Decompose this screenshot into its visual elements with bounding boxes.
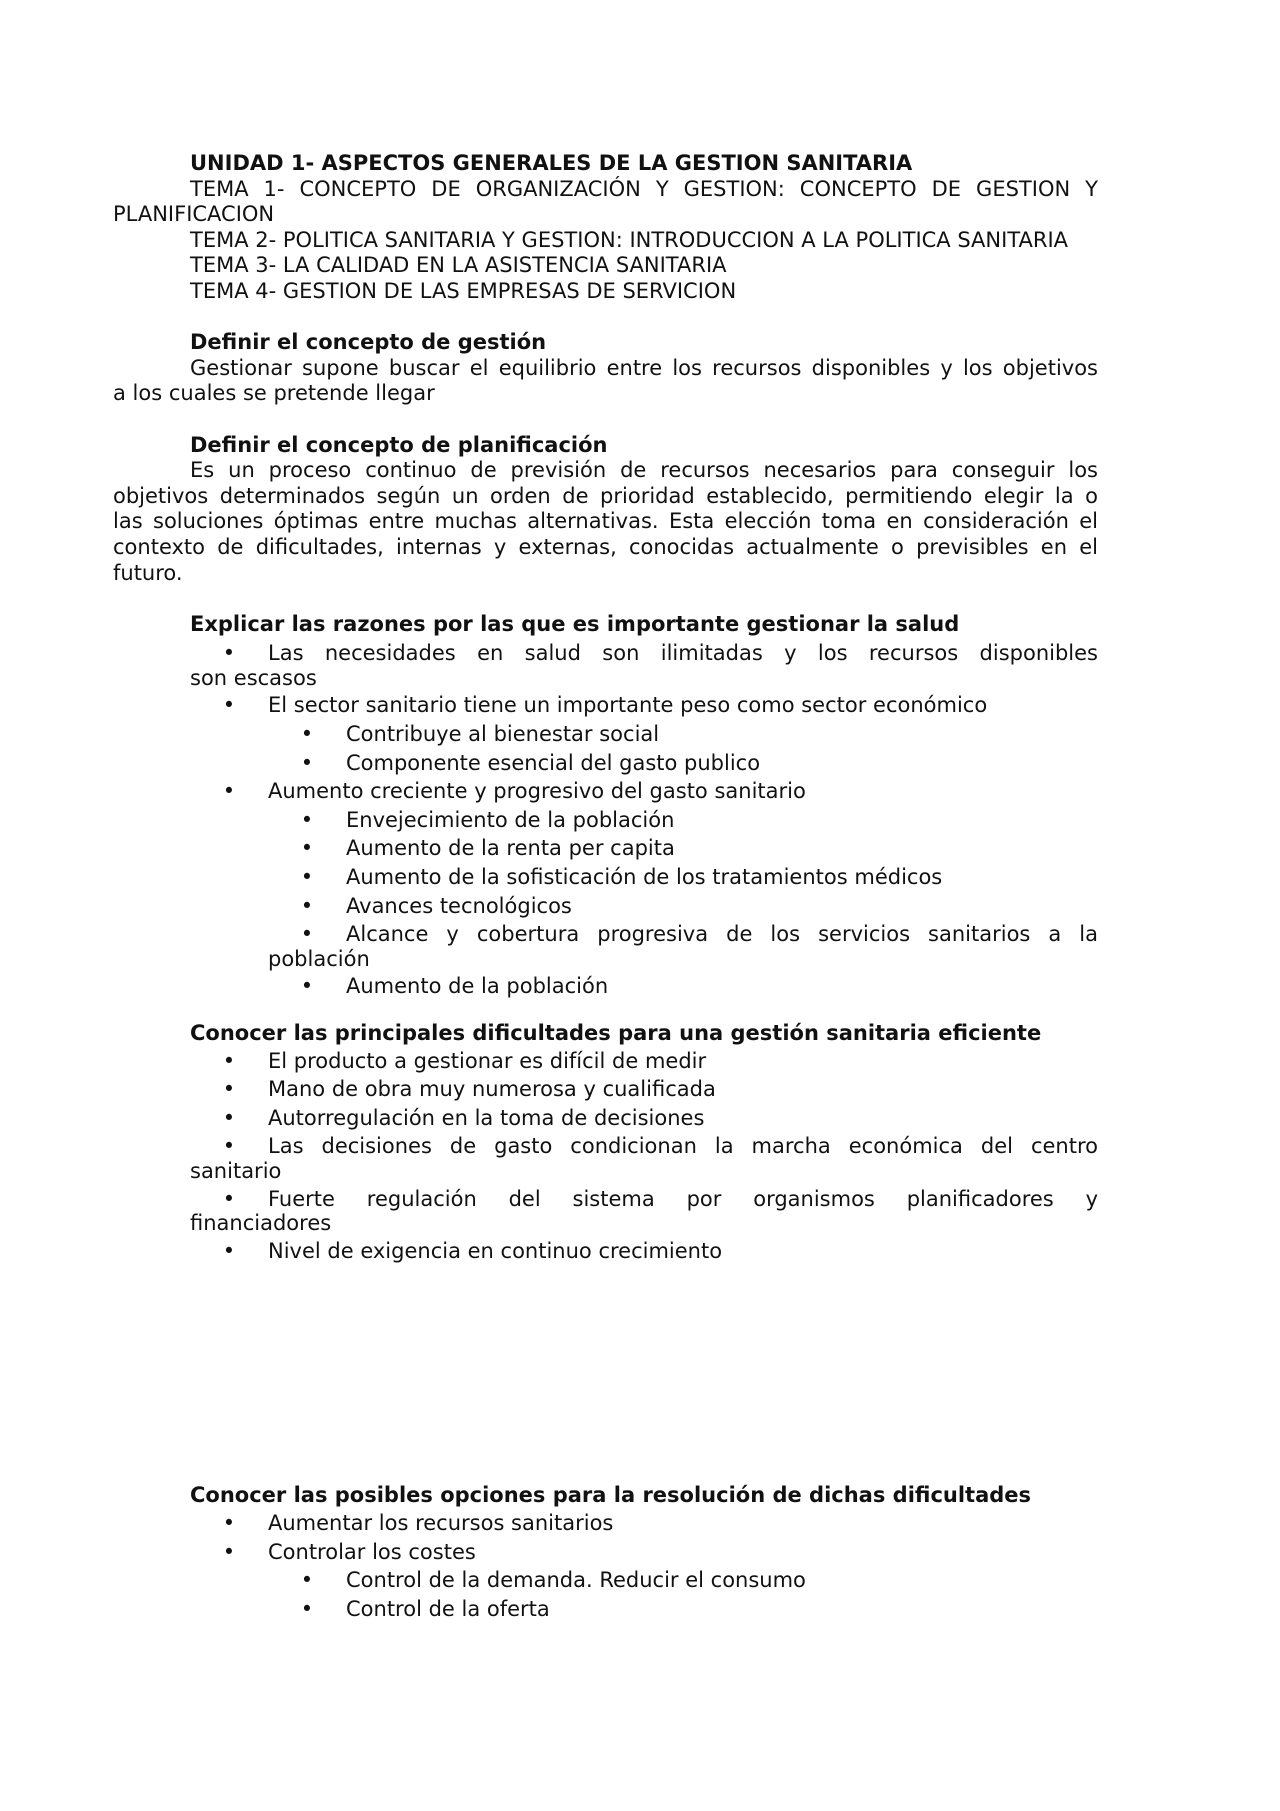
bullet-icon: • [222, 779, 236, 804]
list-item-text: Aumento de la sofisticación de los tratamientos médicos [346, 865, 943, 890]
list-item [113, 1509, 1098, 1538]
sub-list-item [113, 806, 1098, 835]
spacer [113, 586, 1098, 612]
list-item-text: Alcance y cobertura progresiva de los servicios sanitarios a la [346, 922, 1098, 947]
list-item-text: Las necesidades en salud son ilimitadas y los recursos disponibles [268, 641, 1098, 666]
list-item-text: Control de la demanda. Reducir el consumo [346, 1568, 806, 1593]
spacer [113, 1001, 1098, 1021]
bullet-icon: • [222, 1186, 236, 1211]
list-item-text: Nivel de exigencia en continuo crecimiento [268, 1238, 723, 1263]
list-item-text: Aumentar los recursos sanitarios [268, 1510, 614, 1535]
spacer [113, 407, 1098, 433]
list-item-text: Las decisiones de gasto condicionan la marcha económica del centro [268, 1134, 1098, 1159]
sub-list-item [113, 920, 1098, 949]
dificultades-heading: Conocer las principales dificultades para una gestión sanitaria eficiente [190, 1021, 1042, 1045]
list-item-text: Controlar los costes [268, 1539, 476, 1564]
bullet-icon: • [300, 893, 314, 918]
planificacion-heading: Definir el concepto de planificación [190, 432, 608, 457]
bullet-icon: • [300, 922, 314, 947]
bullet-icon: • [222, 1539, 236, 1564]
list-item-continuation: población [268, 946, 370, 971]
bullet-icon: • [300, 1568, 314, 1593]
planificacion-line-5: futuro. [113, 560, 183, 585]
document-page [113, 151, 1098, 1623]
bullet-icon: • [300, 750, 314, 775]
list-item-text: Componente esencial del gasto publico [346, 750, 761, 775]
planificacion-line-3: las soluciones óptimas entre muchas alternativas. Esta elección toma en consideración el [113, 509, 1098, 534]
list-item [113, 1538, 1098, 1567]
list-item [113, 1132, 1098, 1161]
gestion-line-1: Gestionar supone buscar el equilibrio entre los recursos disponibles y los objetivos [190, 355, 1098, 380]
bullet-icon: • [300, 722, 314, 747]
bullet-icon: • [222, 1134, 236, 1159]
bullet-icon: • [300, 974, 314, 999]
list-item [113, 639, 1098, 668]
gestion-heading: Definir el concepto de gestión [190, 330, 547, 355]
bullet-icon: • [300, 1596, 314, 1621]
planificacion-line-4: contexto de dificultades, internas y externas, conocidas actualmente o previsibles en el [113, 534, 1098, 559]
sub-list-item [113, 863, 1098, 892]
bullet-icon: • [222, 1238, 236, 1263]
list-item-text: Aumento de la renta per capita [346, 836, 675, 861]
list-item-text: Aumento de la población [346, 974, 609, 999]
list-item [113, 777, 1098, 806]
gestion-line-2: a los cuales se pretende llegar [113, 381, 435, 406]
sub-list-item [113, 1595, 1098, 1624]
list-item-text: Contribuye al bienestar social [346, 722, 660, 747]
list-item-text: Envejecimiento de la población [346, 807, 675, 832]
list-item-text: El producto a gestionar es difícil de medir [268, 1048, 707, 1073]
sub-list-item [113, 972, 1098, 1001]
sub-list-item [113, 1566, 1098, 1595]
tema-4-line: TEMA 4- GESTION DE LAS EMPRESAS DE SERVICION [190, 278, 737, 303]
list-item [113, 1104, 1098, 1133]
unit-title: UNIDAD 1- ASPECTOS GENERALES DE LA GESTION SANITARIA [190, 151, 913, 175]
tema-3-line: TEMA 3- LA CALIDAD EN LA ASISTENCIA SANITARIA [190, 253, 727, 278]
tema-2-line: TEMA 2- POLITICA SANITARIA Y GESTION: INTRODUCCION A LA POLITICA SANITARIA [190, 227, 1069, 252]
bullet-icon: • [300, 865, 314, 890]
list-item [113, 1047, 1098, 1076]
list-item [113, 1237, 1098, 1266]
spacer [113, 1265, 1098, 1483]
list-item [113, 1075, 1098, 1104]
spacer [113, 305, 1098, 331]
sub-list-item [113, 834, 1098, 863]
list-item-text: El sector sanitario tiene un importante peso como sector económico [268, 693, 988, 718]
bullet-icon: • [222, 693, 236, 718]
bullet-icon: • [300, 836, 314, 861]
razones-heading: Explicar las razones por las que es importante gestionar la salud [190, 611, 960, 636]
bullet-icon: • [222, 1510, 236, 1535]
bullet-icon: • [300, 807, 314, 832]
list-item-continuation: financiadores [190, 1211, 332, 1236]
bullet-icon: • [222, 1048, 236, 1073]
list-item-text: Mano de obra muy numerosa y cualificada [268, 1077, 716, 1102]
bullet-icon: • [222, 1105, 236, 1130]
list-item-continuation: sanitario [190, 1158, 282, 1183]
tema-1-continuation: PLANIFICACION [113, 202, 275, 227]
bullet-icon: • [222, 1077, 236, 1102]
list-item-text: Control de la oferta [346, 1596, 550, 1621]
bullet-icon: • [222, 641, 236, 666]
planificacion-line-1: Es un proceso continuo de previsión de recursos necesarios para conseguir los [190, 458, 1098, 483]
list-item-text: Fuerte regulación del sistema por organismos planificadores y [268, 1186, 1098, 1211]
list-item-text: Autorregulación en la toma de decisiones [268, 1105, 705, 1130]
list-item-continuation: son escasos [190, 665, 317, 690]
planificacion-line-2: objetivos determinados según un orden de prioridad establecido, permitiendo elegir la o [113, 483, 1098, 508]
list-item [113, 1185, 1098, 1214]
opciones-heading: Conocer las posibles opciones para la resolución de dichas dificultades [190, 1483, 1032, 1508]
sub-list-item [113, 749, 1098, 778]
tema-1-line: TEMA 1- CONCEPTO DE ORGANIZACIÓN Y GESTION: CONCEPTO DE GESTION Y [190, 176, 1098, 201]
list-item-text: Avances tecnológicos [346, 893, 572, 918]
list-item-text: Aumento creciente y progresivo del gasto sanitario [268, 779, 806, 804]
sub-list-item [113, 892, 1098, 921]
list-item [113, 691, 1098, 720]
sub-list-item [113, 720, 1098, 749]
